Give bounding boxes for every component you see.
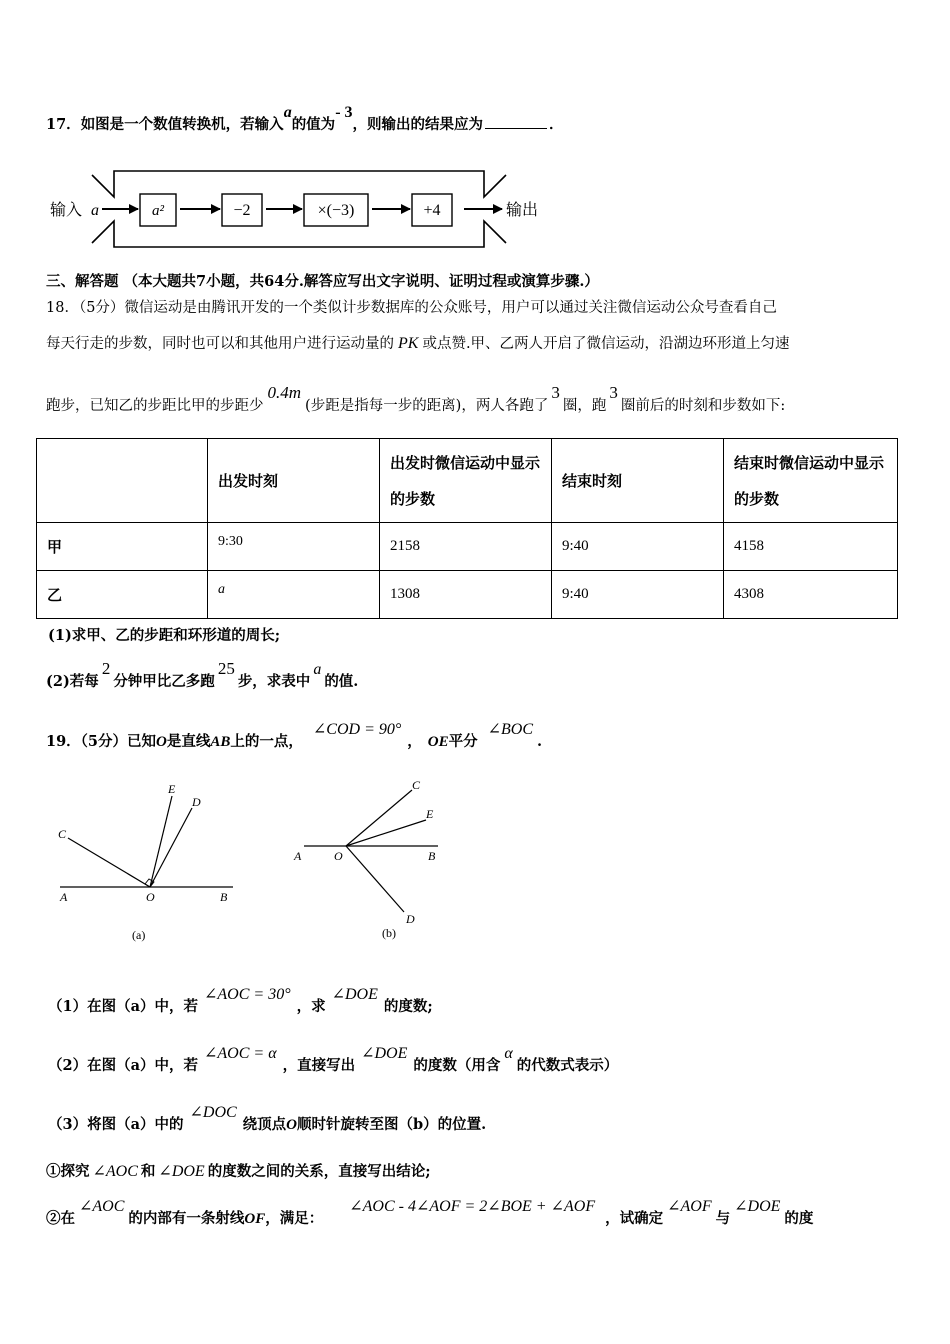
q19-OE: OE bbox=[427, 734, 449, 750]
q19-head-d: ， bbox=[407, 733, 422, 750]
q19-c2-m2: ∠AOF bbox=[667, 1198, 712, 1215]
fig-a-label-d: D bbox=[192, 795, 201, 809]
fig-b-label-o: O bbox=[334, 849, 343, 863]
q18-sub2-steps: 25 bbox=[217, 659, 235, 678]
q17-value: - 3 bbox=[335, 104, 353, 121]
q18-sub2-d: 的值. bbox=[324, 673, 359, 690]
q18-sub1: (1)求甲、乙的步距和环形道的周长; bbox=[48, 627, 281, 644]
q19-p2-c: 的度数（用含 bbox=[413, 1057, 501, 1074]
fig-b-ray-oc bbox=[346, 790, 412, 846]
conversion-machine-diagram bbox=[44, 165, 554, 251]
q19-part1 bbox=[48, 986, 433, 1016]
q17-part2: 的值为 bbox=[291, 116, 336, 133]
fig-a-ray-od bbox=[150, 808, 192, 887]
q17-text bbox=[46, 104, 564, 134]
table-header-cell bbox=[37, 439, 208, 523]
machine-input-var: a bbox=[91, 202, 99, 219]
q19-c2-m1: ∠AOC bbox=[79, 1198, 125, 1215]
q19-c1-a: ①探究 bbox=[46, 1163, 90, 1180]
q18-sub2-b: 分钟甲比乙多跑 bbox=[113, 673, 215, 690]
table-cell-text: 9:30 bbox=[218, 534, 243, 549]
q19-p3-math: ∠DOC bbox=[189, 1104, 237, 1121]
fig-a-label-b: B bbox=[220, 890, 228, 904]
q17-part1: 如图是一个数值转换机，若输入 bbox=[80, 116, 284, 133]
q18-pk: PK bbox=[398, 335, 419, 352]
fig-b-label-c: C bbox=[412, 778, 421, 792]
q19-header bbox=[46, 721, 543, 751]
q18-line3-b: (步距是指每一步的距离)，两人各跑了 bbox=[305, 398, 549, 414]
q18-line3-d: 圈前后的时刻和步数如下: bbox=[620, 398, 786, 414]
fig-b-ray-oe bbox=[346, 820, 426, 846]
table-cell: 乙 bbox=[37, 571, 208, 619]
q18-line2-a: 每天行走的步数，同时也可以和其他用户进行运动量的 bbox=[46, 336, 394, 352]
q19-part3 bbox=[48, 1104, 487, 1134]
q19-p2-a: （2）在图（a）中，若 bbox=[48, 1057, 198, 1074]
q18-laps1: 3 bbox=[551, 383, 560, 402]
q19-c2-OF: OF bbox=[244, 1211, 266, 1227]
table-header-cell: 出发时刻 bbox=[208, 439, 380, 523]
table-cell: 9:40 bbox=[552, 571, 724, 619]
q19-p2-b: ，直接写出 bbox=[282, 1057, 356, 1074]
q19-c1-b: 和 bbox=[140, 1163, 156, 1180]
fig-a-ray-oe bbox=[150, 796, 172, 887]
machine-box-square-label: a² bbox=[152, 203, 164, 219]
q19-p1-math2: ∠DOE bbox=[331, 986, 378, 1003]
q19-head-b: 是直线 bbox=[166, 733, 211, 750]
figure-b bbox=[286, 770, 456, 945]
fig-a-label-c: C bbox=[58, 827, 67, 841]
table-header-row bbox=[37, 439, 898, 523]
q19-c2-m3: ∠DOE bbox=[734, 1198, 781, 1215]
q18-line2 bbox=[46, 332, 790, 353]
q18-line2-b: 或点赞.甲、乙两人开启了微信运动，沿湖边环形道上匀速 bbox=[422, 336, 790, 352]
q19-c2-d: ，试确定 bbox=[605, 1210, 664, 1227]
q18-line3-c: 圈，跑 bbox=[562, 398, 607, 414]
q19-c2-equation: ∠AOC - 4∠AOF = 2∠BOE + ∠AOF bbox=[349, 1198, 596, 1215]
q18-sub2-a: (2)若每 bbox=[46, 673, 99, 690]
q19-c2-f: 的度 bbox=[784, 1210, 814, 1227]
table-row bbox=[37, 523, 898, 571]
q19-p3-c: 顺时针旋转至图（b）的位置. bbox=[297, 1116, 487, 1133]
q19-c1-m2: ∠DOE bbox=[158, 1163, 205, 1180]
q18-sub2-minutes: 2 bbox=[101, 659, 111, 678]
q18-step-table bbox=[36, 438, 898, 619]
q19-condition-boc: ∠BOC bbox=[487, 721, 534, 738]
table-cell bbox=[208, 571, 380, 619]
q18-step-diff: 0.4m bbox=[267, 383, 302, 402]
table-header-cell: 结束时刻 bbox=[552, 439, 724, 523]
q19-p3-a: （3）将图（a）中的 bbox=[48, 1116, 184, 1133]
q17-period: ． bbox=[549, 116, 564, 133]
q19-c2-a: ②在 bbox=[46, 1210, 75, 1227]
fig-a-label-o: O bbox=[146, 890, 155, 904]
q18-sub2-var: a bbox=[313, 661, 322, 678]
q18-sub2 bbox=[46, 659, 359, 691]
q17-number: 17． bbox=[46, 116, 81, 133]
section3-header: 三、解答题 （本大题共7小题，共64分.解答应写出文字说明、证明过程或演算步骤.） bbox=[46, 273, 599, 290]
q19-p1-a: （1）在图（a）中，若 bbox=[48, 998, 198, 1015]
fig-b-label-e: E bbox=[426, 807, 434, 821]
table-cell-text: a bbox=[218, 582, 225, 597]
table-cell: 1308 bbox=[380, 571, 552, 619]
q19-p1-b: ，求 bbox=[296, 998, 326, 1015]
fig-b-label-b: B bbox=[428, 849, 436, 863]
q19-O: O bbox=[156, 734, 167, 750]
machine-output-label: 输出 bbox=[506, 202, 539, 219]
fig-b-label-d: D bbox=[406, 912, 415, 926]
q19-item2 bbox=[46, 1198, 814, 1228]
q18-sub2-c: 步，求表中 bbox=[237, 673, 311, 690]
fig-b-caption: (b) bbox=[382, 926, 396, 940]
q19-c2-e: 与 bbox=[715, 1210, 731, 1227]
q19-p2-alpha: α bbox=[504, 1045, 513, 1062]
fig-b-label-a: A bbox=[294, 849, 302, 863]
fig-a-caption: (a) bbox=[132, 928, 146, 942]
fig-b-ray-od bbox=[346, 846, 404, 912]
q19-part2 bbox=[48, 1045, 619, 1075]
q17-answer-blank[interactable] bbox=[485, 128, 547, 129]
q19-p1-math: ∠AOC = 30° bbox=[203, 986, 291, 1003]
q19-condition-cod: ∠COD = 90° bbox=[312, 721, 402, 738]
q18-line3 bbox=[46, 383, 786, 415]
machine-box-minus2-label: −2 bbox=[233, 202, 251, 219]
q19-item1 bbox=[46, 1160, 431, 1181]
table-cell bbox=[208, 523, 380, 571]
q19-head-a: 19．（5分）已知 bbox=[46, 733, 157, 750]
q19-p2-math: ∠AOC = α bbox=[203, 1045, 277, 1062]
fig-a-label-a: A bbox=[60, 890, 68, 904]
table-cell: 4158 bbox=[724, 523, 898, 571]
table-header-cell: 出发时微信运动中显示的步数 bbox=[380, 439, 552, 523]
q19-head-f: . bbox=[537, 733, 543, 750]
q18-laps2: 3 bbox=[609, 383, 618, 402]
machine-input-label: 输入 bbox=[50, 202, 83, 219]
q19-p3-O: O bbox=[286, 1117, 298, 1133]
q19-p2-math2: ∠DOE bbox=[361, 1045, 408, 1062]
q19-head-e: 平分 bbox=[448, 733, 478, 750]
table-cell: 2158 bbox=[380, 523, 552, 571]
figure-a bbox=[50, 780, 250, 950]
q19-p3-b: 绕顶点 bbox=[242, 1116, 287, 1133]
table-cell: 甲 bbox=[37, 523, 208, 571]
table-header-cell: 结束时微信运动中显示的步数 bbox=[724, 439, 898, 523]
table-cell: 4308 bbox=[724, 571, 898, 619]
machine-box-plus4-label: +4 bbox=[423, 202, 441, 219]
q17-part3: ，则输出的结果应为 bbox=[352, 116, 484, 133]
fig-a-right-angle-mark bbox=[145, 879, 154, 887]
q19-c2-b: 的内部有一条射线 bbox=[128, 1210, 245, 1227]
q19-c1-m1: ∠AOC bbox=[92, 1163, 138, 1180]
q19-c2-c: ，满足： bbox=[265, 1210, 324, 1227]
q18-line1: 18．（5分）微信运动是由腾讯开发的一个类似计步数据库的公众账号，用户可以通过关注微信运动公众号查看自己 bbox=[46, 300, 777, 316]
q18-line3-a: 跑步，已知乙的步距比甲的步距少 bbox=[46, 398, 264, 414]
machine-box-times-neg3-label: ×(−3) bbox=[317, 202, 355, 219]
q19-AB: AB bbox=[210, 734, 231, 750]
q19-p1-c: 的度数; bbox=[383, 998, 433, 1015]
q19-c1-c: 的度数之间的关系，直接写出结论; bbox=[207, 1163, 431, 1180]
q19-p2-d: 的代数式表示） bbox=[516, 1057, 619, 1074]
q17-var-a: a bbox=[283, 104, 292, 121]
fig-a-label-e: E bbox=[168, 782, 176, 796]
table-row bbox=[37, 571, 898, 619]
machine-frame-top bbox=[92, 171, 506, 197]
q19-head-c: 上的一点， bbox=[230, 733, 303, 750]
table-cell: 9:40 bbox=[552, 523, 724, 571]
fig-a-ray-oc bbox=[68, 838, 150, 887]
